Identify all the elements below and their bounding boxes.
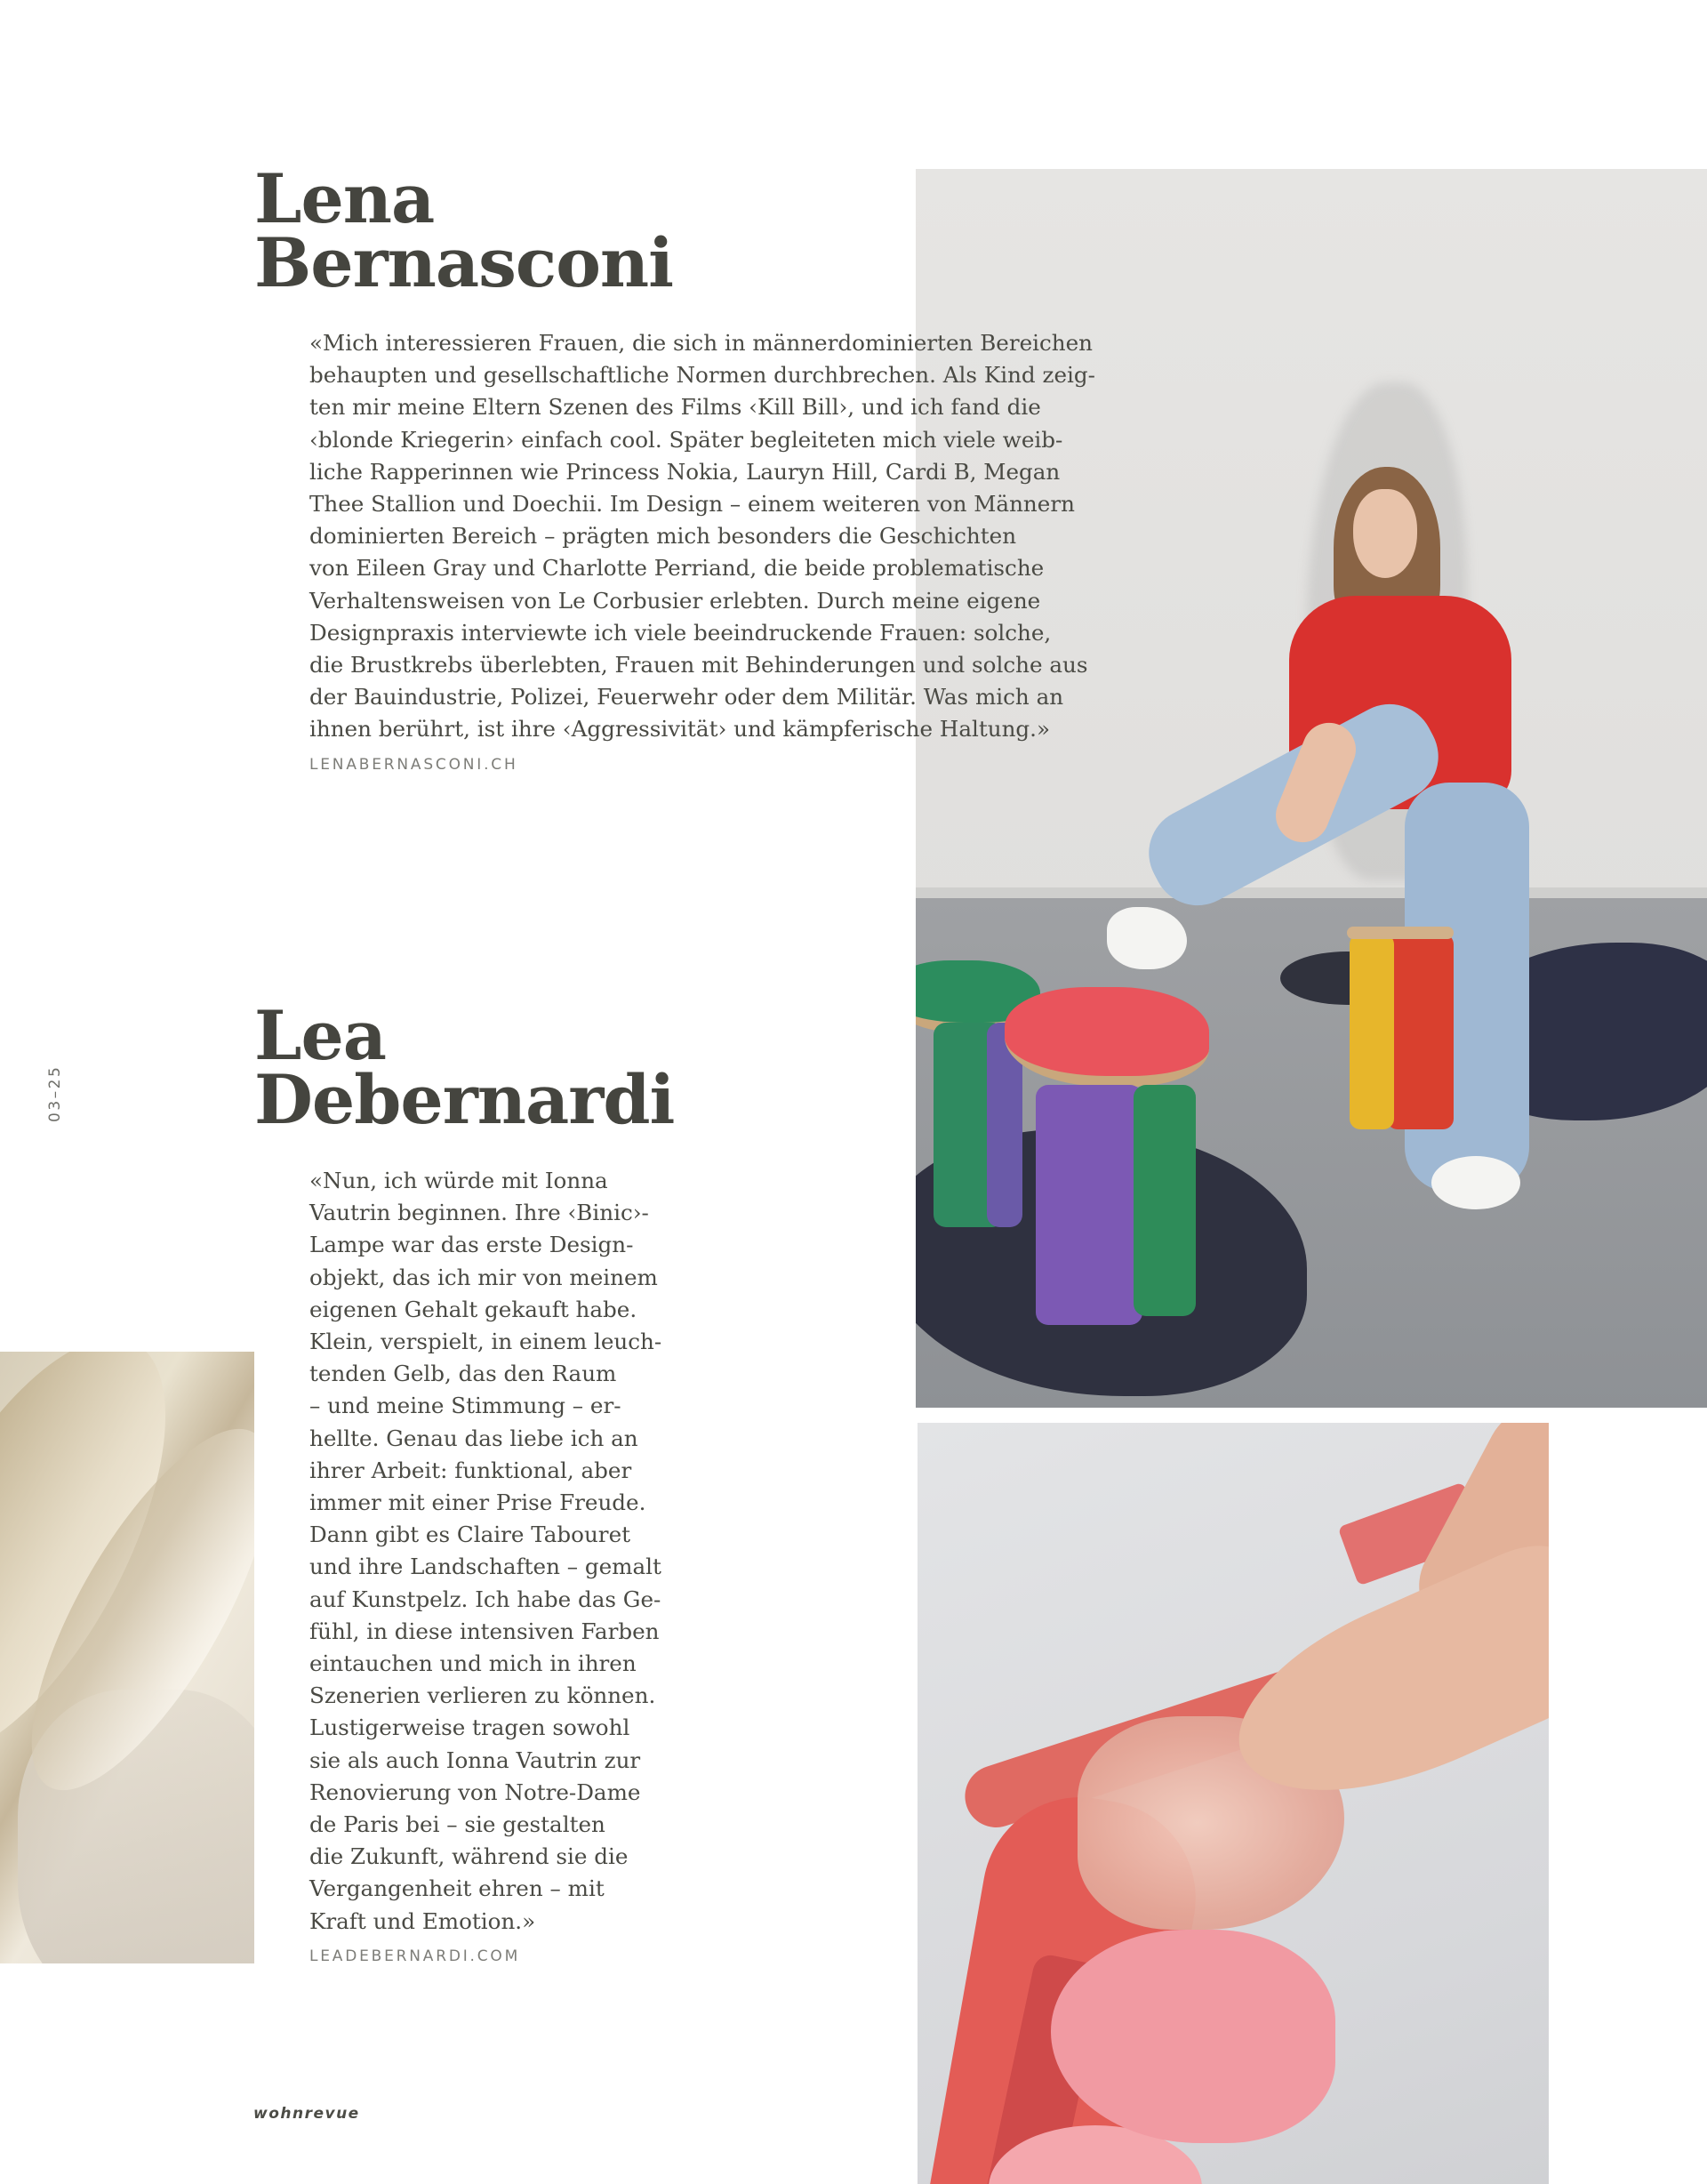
person-name-lea-debernardi [254,996,675,1139]
name-line-1: Lena [254,159,435,238]
quote-lea-debernardi: «Nun, ich würde mit Ionna Vautrin beginnen. Ihre ‹Binic›- Lampe war das erste Design- objekt, das ich mir von meinem eigenen Gehalt gekauft habe. Klein, verspielt, in einem leuch- tenden Gelb, das den Raum – und meine Stimmung – er- hellte. Genau das liebe ich an ihrer Arbeit: funktional, aber immer mit einer Prise Freude. Dann gibt es Claire Tabouret und ihre Landschaften – gemalt auf Kunstpelz. Ich habe das Ge- fühl, in diese intensiven Farben eintauchen und mich in ihren Szenerien verlieren zu können. Lustigerweise tragen sowohl sie als auch Ionna Vautrin zur Renovierung von Notre-Dame de Paris bei – sie gestalten die Zukunft, während sie die Vergangenheit ehren – mit Kraft und Emotion.» [309,1168,662,1934]
page-number: 03–25 [46,1064,64,1122]
name-line-2: Debernardi [254,1060,675,1139]
person-name-lena-bernasconi [254,159,674,302]
website-link-lena-bernasconi[interactable]: LENABERNASCONI.CH [309,756,518,774]
photo-fabric-detail [0,1352,254,1963]
photo-pink-bra [918,1423,1549,2184]
name-line-2: Bernasconi [254,223,674,302]
name-line-1: Lea [254,996,387,1075]
quote-lena-bernasconi: «Mich interessieren Frauen, die sich in männerdominierten Bereichen behaupten und gesellschaftliche Normen durchbrechen. Als Kind zeig- ten mir meine Eltern Szenen des Films ‹Kill Bill›, und ich fand die ‹blonde Kriegerin› einfach cool. Später begleiteten mich viele weib- liche Rapperinnen wie Princess Nokia, Lauryn Hill, Cardi B, Megan Thee Stallion und Doechii. Im Design – einem weiteren von Männern dominierten Bereich – prägten mich besonders die Geschichten von Eileen Gray und Charlotte Perriand, die beide problematische Verhaltensweisen von Le Corbusier erlebten. Durch meine eigene Designpraxis interviewte ich viele beeindruckende Frauen: solche, die Brustkrebs überlebten, Frauen mit Behinderungen und solche aus der Bauindustrie, Polizei, Feuerwehr oder dem Militär. Was mich an ihnen berührt, ist ihre ‹Aggressivität› und kämpferische Haltung.» [309,330,1095,743]
website-link-lea-debernardi[interactable]: LEADEBERNARDI.COM [309,1947,521,1965]
magazine-logo: wohnrevue [253,2105,360,2123]
